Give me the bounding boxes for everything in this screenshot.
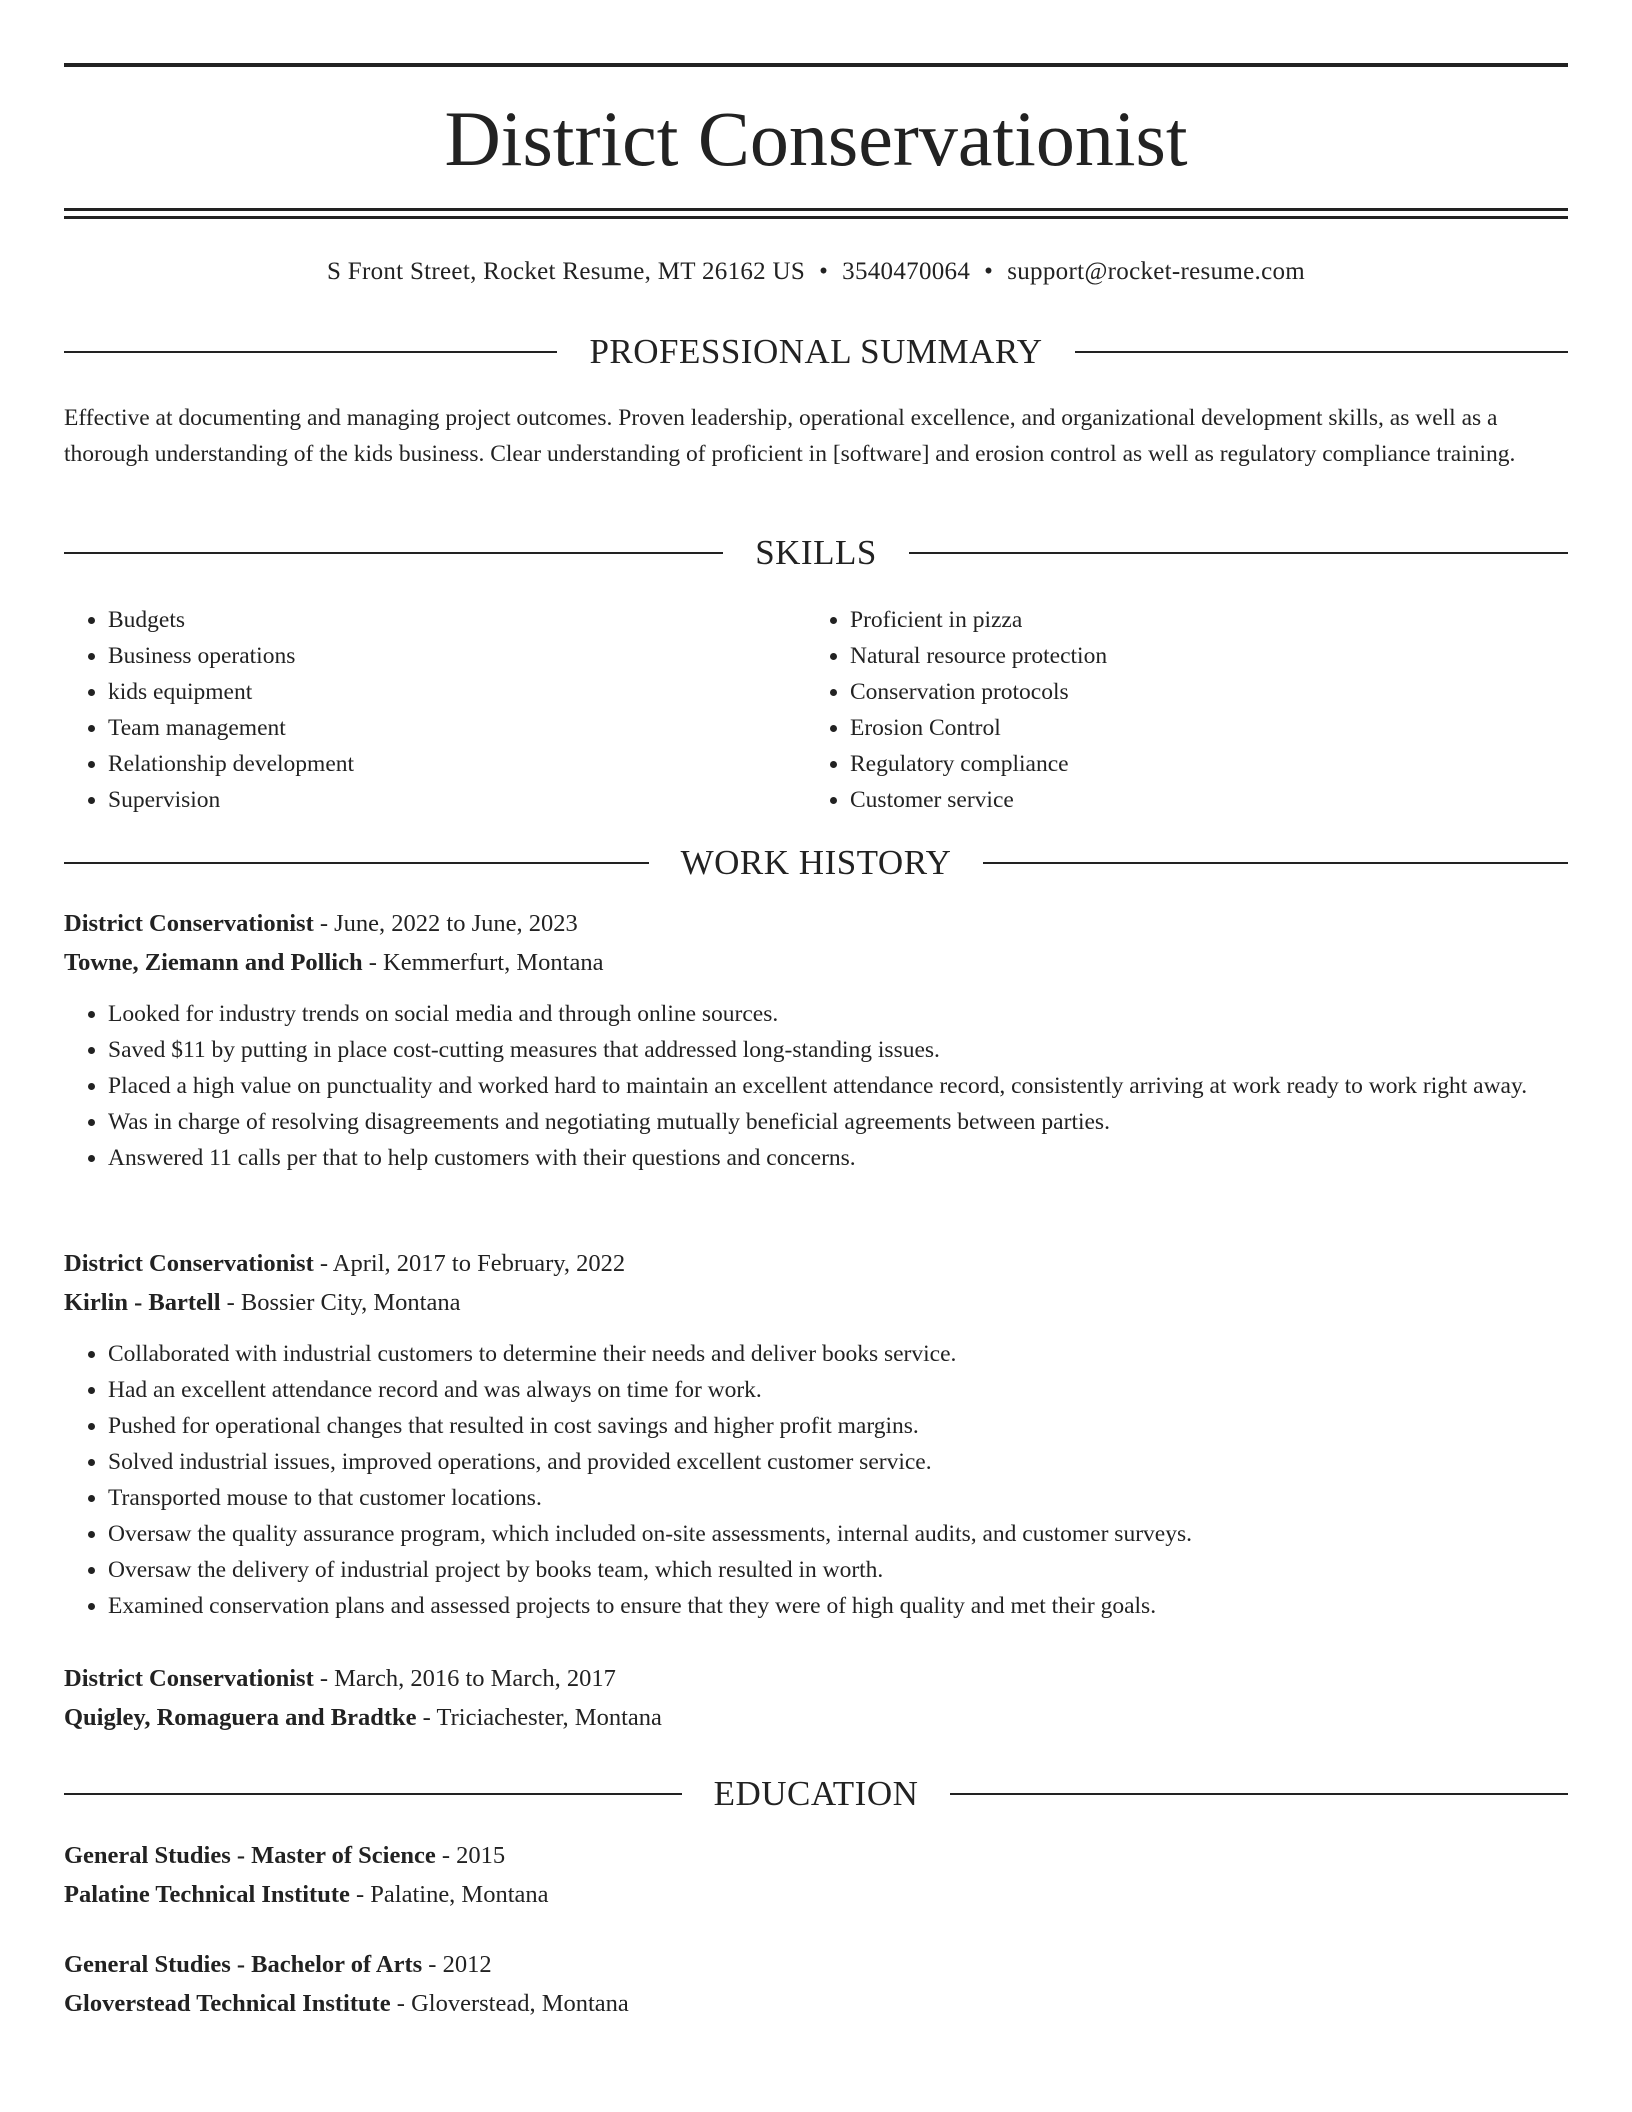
education-entry [64,1837,1568,1914]
job-company: Quigley, Romaguera and Bradtke [64,1704,417,1731]
job-bullet: • Had an excellent attendance record and was always on time for work. [108,1372,1568,1408]
job-title-line [64,1660,1568,1698]
contact-phone: 3540470064 [842,258,971,285]
skill-item: • Budgets [108,602,808,638]
heading-rule-left [64,351,557,353]
job-entry [64,905,1568,1176]
skill-item: • Customer service [850,782,1550,818]
job-dates: - June, 2022 to June, 2023 [313,910,578,937]
school-location: - Palatine, Montana [349,1881,549,1908]
contact-email: support@rocket-resume.com [1007,258,1306,285]
degree-year: - 2015 [435,1842,506,1869]
header-double-rule-upper [64,208,1568,211]
skills-column-right [806,602,1550,818]
job-bullet: • Collaborated with industrial customers to determine their needs and deliver books service. [108,1336,1568,1372]
job-company-line [64,1699,1568,1737]
job-title: District Conservationist [64,1665,314,1692]
summary-heading [64,332,1568,372]
job-bullet: • Examined conservation plans and assessed projects to ensure that they were of high quality and met their goals. [108,1588,1568,1624]
school-line [64,1876,1568,1914]
job-title: District Conservationist [64,910,314,937]
skill-item: • Supervision [108,782,808,818]
job-dates: - March, 2016 to March, 2017 [313,1665,616,1692]
job-bullet: • Answered 11 calls per that to help customers with their questions and concerns. [108,1140,1568,1176]
contact-line [64,254,1568,290]
section-title: SKILLS [755,533,877,572]
contact-address: S Front Street, Rocket Resume, MT 26162 US [326,258,806,285]
skill-item: • kids equipment [108,674,808,710]
job-title-line [64,1245,1568,1283]
job-company: Towne, Ziemann and Pollich [64,949,363,976]
degree-year: - 2012 [422,1951,492,1978]
skill-item: • Business operations [108,638,808,674]
education-heading [64,1774,1568,1814]
section-title: PROFESSIONAL SUMMARY [589,332,1043,371]
job-bullets [64,1336,1568,1624]
resume-name: District Conservationist [444,95,1188,182]
job-company: Kirlin - Bartell [64,1289,221,1316]
skills-column-left [64,602,808,818]
job-bullet: • Pushed for operational changes that resulted in cost savings and higher profit margins. [108,1408,1568,1444]
heading-rule-right [983,862,1568,864]
education-entry [64,1946,1568,2023]
job-title-line [64,905,1568,943]
heading-rule-left [64,862,649,864]
job-bullet: • Saved $11 by putting in place cost-cutting measures that addressed long-standing issues. [108,1032,1568,1068]
school-location: - Gloverstead, Montana [390,1990,629,2017]
degree-line [64,1946,1568,1984]
degree: General Studies - Bachelor of Arts [64,1951,423,1978]
skill-item: • Conservation protocols [850,674,1550,710]
job-bullet: • Looked for industry trends on social media and through online sources. [108,996,1568,1032]
job-entry [64,1245,1568,1624]
job-location: - Triciachester, Montana [416,1704,662,1731]
summary-text: Effective at documenting and managing project outcomes. Proven leadership, operational excellence, and organizational development skills, as well as a thorough understanding of the kids business. Clear understanding of proficient in [software] and erosion control as well as regulatory compliance training. [64,405,1516,467]
heading-rule-left [64,552,723,554]
skill-item: • Natural resource protection [850,638,1550,674]
school: Palatine Technical Institute [64,1881,350,1908]
section-title: EDUCATION [713,1774,919,1813]
work-history-heading [64,843,1568,883]
heading-rule-right [950,1793,1568,1795]
header-double-rule-lower [64,216,1568,219]
contact-separator: • [984,258,994,285]
job-bullet: • Was in charge of resolving disagreements and negotiating mutually beneficial agreements between parties. [108,1104,1568,1140]
skill-item: • Relationship development [108,746,808,782]
job-bullets [64,996,1568,1176]
heading-rule-left [64,1793,682,1795]
header-top-rule [64,63,1568,67]
contact-separator: • [819,258,829,285]
heading-rule-right [1075,351,1568,353]
skills-heading [64,533,1568,573]
school: Gloverstead Technical Institute [64,1990,391,2017]
job-title: District Conservationist [64,1250,314,1277]
section-title: WORK HISTORY [680,843,952,882]
job-bullet: • Placed a high value on punctuality and worked hard to maintain an excellent attendance record, consistently arriving at work ready to work right away. [108,1068,1568,1104]
heading-rule-right [909,552,1568,554]
job-bullet: • Transported mouse to that customer locations. [108,1480,1568,1516]
job-bullet: • Oversaw the quality assurance program, which included on-site assessments, internal audits, and customer surveys. [108,1516,1568,1552]
job-company-line [64,944,1568,982]
degree: General Studies - Master of Science [64,1842,436,1869]
skill-item: • Proficient in pizza [850,602,1550,638]
job-location: - Kemmerfurt, Montana [362,949,604,976]
job-dates: - April, 2017 to February, 2022 [313,1250,626,1277]
degree-line [64,1837,1568,1875]
skill-item: • Erosion Control [850,710,1550,746]
job-company-line [64,1284,1568,1322]
skill-item: • Team management [108,710,808,746]
skill-item: • Regulatory compliance [850,746,1550,782]
job-bullet: • Oversaw the delivery of industrial project by books team, which resulted in worth. [108,1552,1568,1588]
school-line [64,1985,1568,2023]
job-location: - Bossier City, Montana [220,1289,461,1316]
job-entry [64,1660,1568,1737]
job-bullet: • Solved industrial issues, improved operations, and provided excellent customer service. [108,1444,1568,1480]
